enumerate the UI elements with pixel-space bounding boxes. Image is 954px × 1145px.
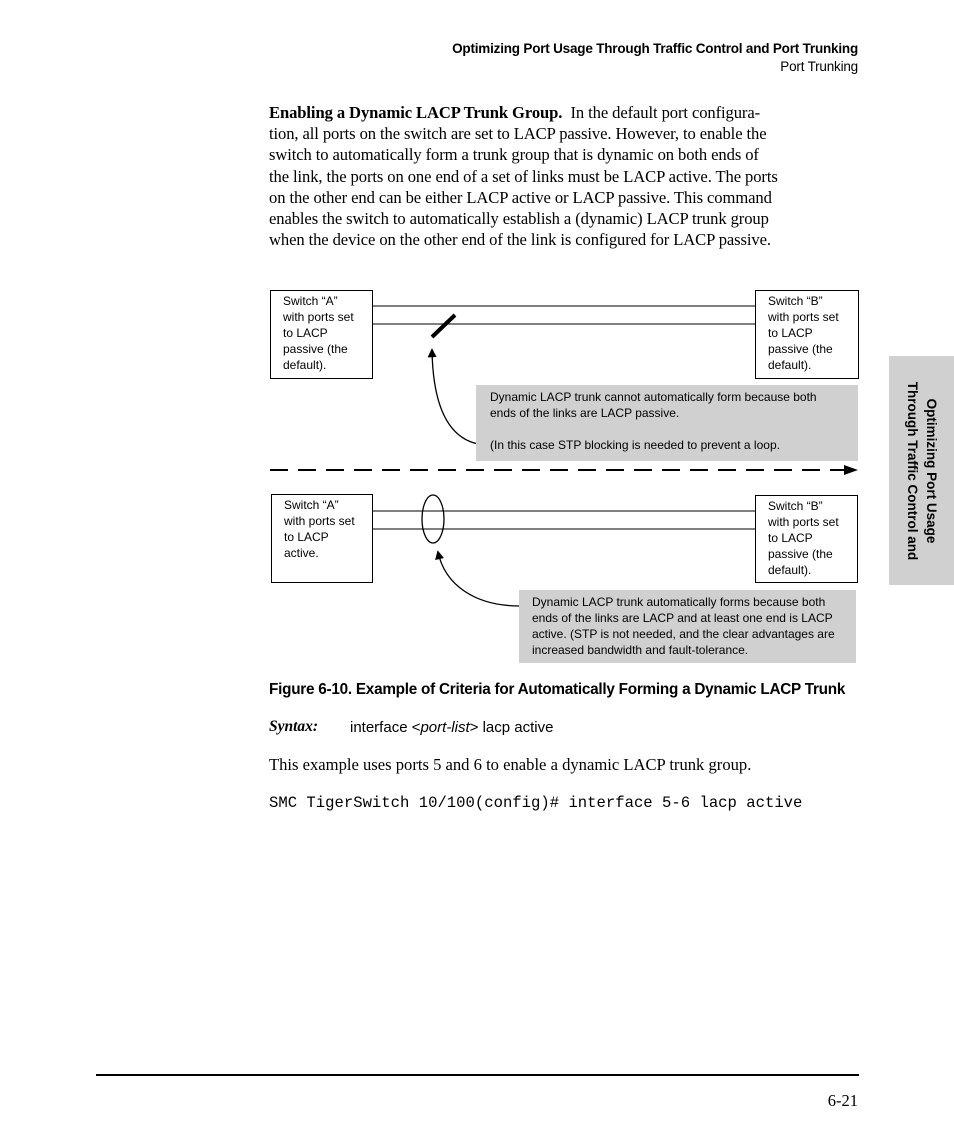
blocked-link-slash [432,315,455,337]
paragraph-line-7: when the device on the other end of the link is configured for LACP passive. [269,230,771,250]
paragraph-line-1: Enabling a Dynamic LACP Trunk Group. In the default port configura- [269,103,761,122]
section-title: Port Trunking [780,59,858,74]
bottom-switch-b-box: Switch “B” with ports set to LACP passive (the default). [755,495,858,583]
top-arrow [432,350,478,444]
figure-caption: Figure 6-10. Example of Criteria for Automatically Forming a Dynamic LACP Trunk [269,681,846,698]
side-tab-line-1: Optimizing Port Usage [923,398,939,543]
paragraph-lead: Enabling a Dynamic LACP Trunk Group. [269,103,563,122]
paragraph-line-2: tion, all ports on the switch are set to LACP passive. However, to enable the [269,124,767,144]
bottom-switch-a-box: Switch “A” with ports set to LACP active. [271,494,373,583]
separator-arrowhead [844,465,858,475]
paragraph-line-6: enables the switch to automatically establish a (dynamic) LACP trunk group [269,209,769,229]
side-tab-line-2: Through Traffic Control and [904,381,920,560]
syntax-label: Syntax: [269,718,319,735]
syntax-line [269,718,554,736]
syntax-command: interface <port-list> lacp active [350,719,554,736]
top-switch-a-box: Switch “A” with ports set to LACP passive (the default). [270,290,373,379]
trunk-ellipse [422,495,444,543]
example-text: This example uses ports 5 and 6 to enable a dynamic LACP trunk group. [269,755,752,774]
bottom-arrow [438,552,520,606]
top-switch-b-box: Switch “B” with ports set to LACP passive (the default). [755,290,859,379]
code-example: SMC TigerSwitch 10/100(config)# interface 5-6 lacp active [269,794,803,812]
paragraph-line-3: switch to automatically form a trunk group that is dynamic on both ends of [269,145,759,165]
page-number: 6-21 [827,1091,858,1110]
chapter-title: Optimizing Port Usage Through Traffic Control and Port Trunking [452,41,858,56]
top-note: Dynamic LACP trunk cannot automatically form because both ends of the links are LACP passive. (In this case STP blocking is needed to prevent a loop. [476,385,858,461]
syntax-param: port-list [420,719,470,736]
bottom-note: Dynamic LACP trunk automatically forms because both ends of the links are LACP and at least one end is LACP active. (STP is not needed, and the clear advantages are increased bandwidth and fault-tolerance. [519,590,856,663]
paragraph-line-4: the link, the ports on one end of a set of links must be LACP active. The ports [269,166,778,186]
paragraph-line-5: on the other end can be either LACP active or LACP passive. This command [269,187,772,207]
footer-rule [96,1074,859,1076]
